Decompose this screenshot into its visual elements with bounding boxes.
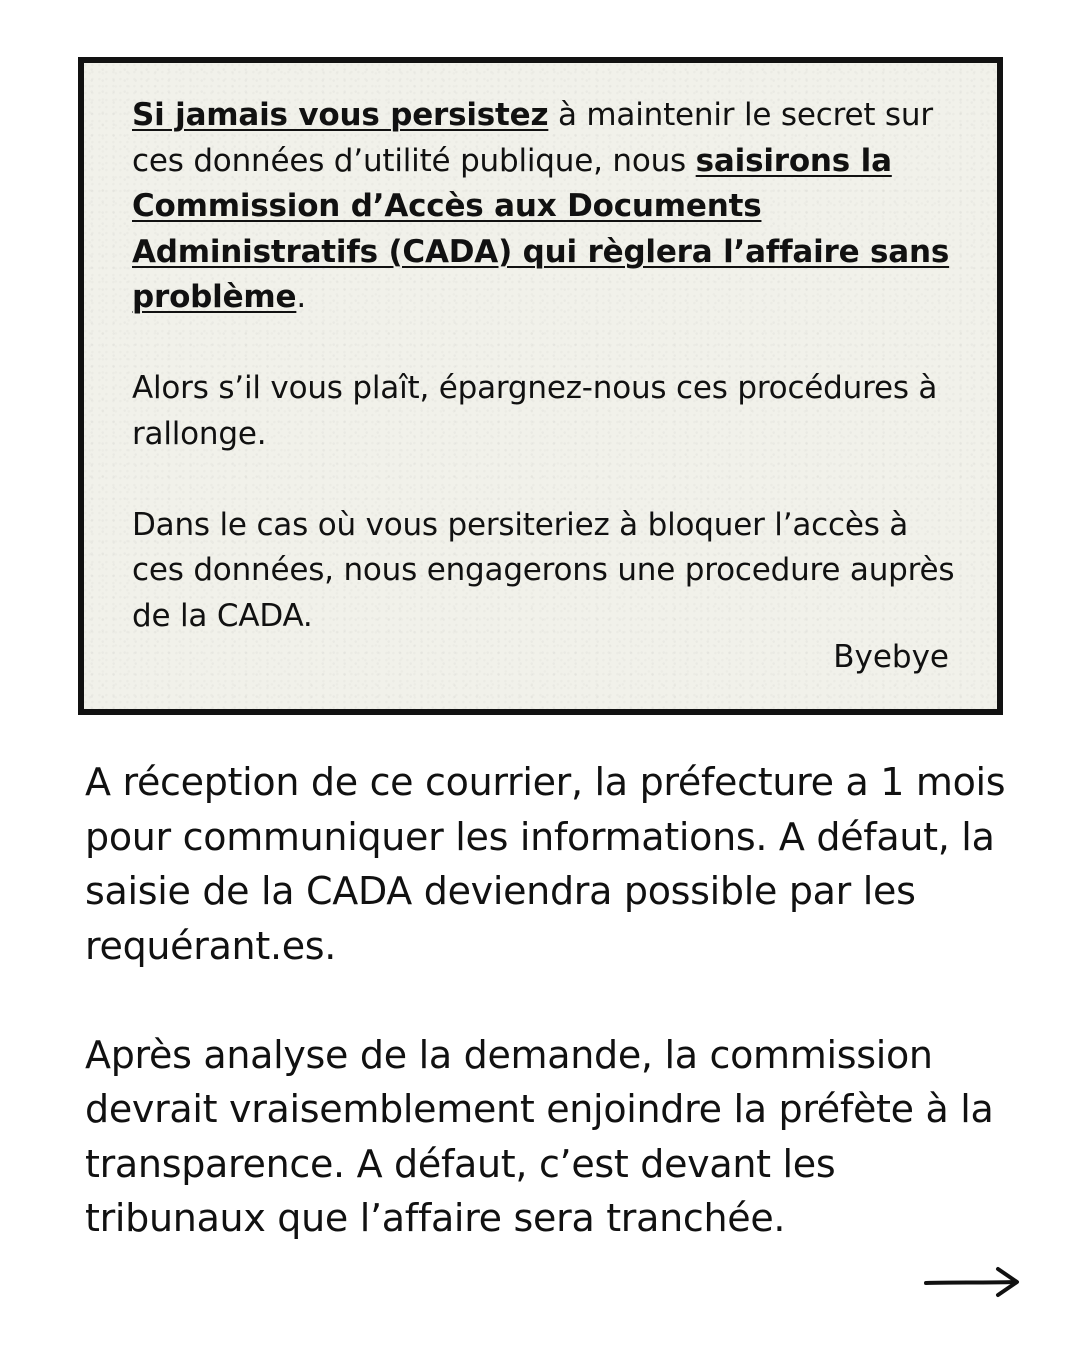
next-button[interactable] [922, 1262, 1022, 1302]
arrow-right-icon [922, 1262, 1022, 1302]
explanation-paragraph-commission: Après analyse de la demande, la commission devrait vraisemblement enjoindre la préfète à la transparence. A défaut, c’est devant les tribunaux que l’affaire sera tranchée. [85, 1032, 994, 1240]
explanation-text [85, 755, 1025, 1246]
letter-text-period: . [296, 279, 307, 315]
letter-text-secret: à maintenir le secret sur ces données d’utilité publique, nous [132, 97, 933, 179]
explanation-paragraph-deadline: A réception de ce courrier, la préfecture a 1 mois pour communiquer les informations. A défaut, la saisie de la CADA deviendra possible par les requérant.es. [85, 760, 1006, 968]
letter-paragraph-procedure: Dans le cas où vous persiteriez à bloquer l’accès à ces données, nous engagerons une procedure auprès de la CADA. [132, 506, 955, 634]
letter-signature: Byebye [833, 639, 949, 675]
letter-content [132, 93, 962, 639]
letter-emphasis-cada: saisirons la Commission d’Accès aux Documents Administratifs (CADA) qui règlera l’affaire sans problème [132, 142, 950, 315]
letter-paragraph-warning [132, 93, 962, 321]
letter-paragraph-please: Alors s’il vous plaît, épargnez-nous ces procédures à rallonge. [132, 370, 938, 452]
letter-box [78, 57, 1003, 715]
letter-emphasis-persist: Si jamais vous persistez [132, 97, 549, 133]
